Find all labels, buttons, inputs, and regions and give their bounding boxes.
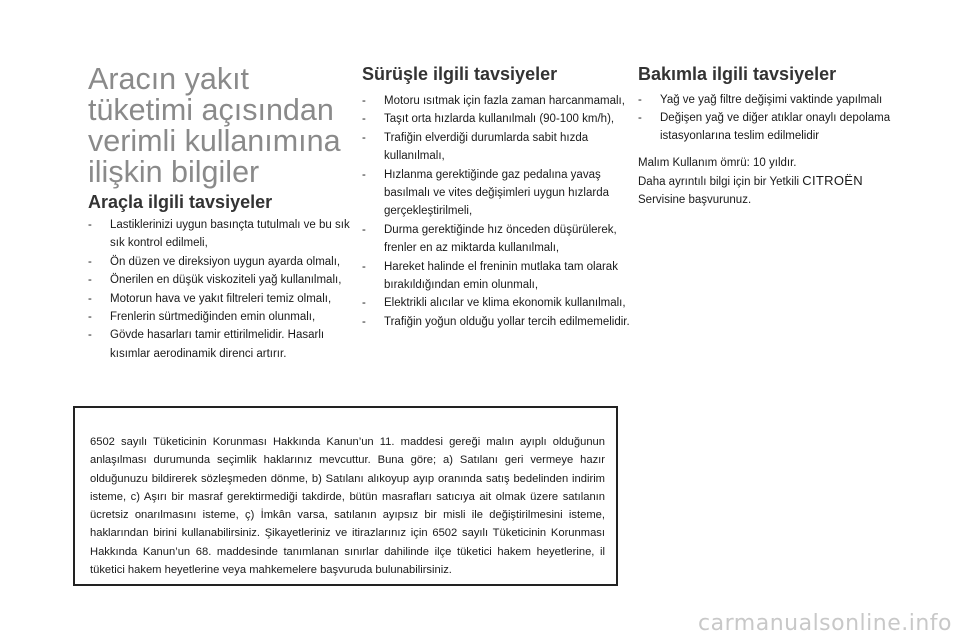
service-info-text <box>638 172 888 209</box>
list-item: - Yağ ve yağ filtre değişimi vaktinde yapılmalı <box>638 91 938 109</box>
consumer-rights-notice-text: 6502 sayılı Tüketicinin Korunması Hakkında Kanun’un 11. maddesi gereği malın ayıplı olduğunun anlaşılması durumunda seçimlik haklarınız mevcuttur. Buna göre; a) Satılanı geri vermeye hazır olduğunuzu bildirerek sözleşmeden dönme, b) Satılanı alıkoyup ayıp oranında satış bedelinden indirim isteme, c) Aşırı bir masraf gerektirmediği takdirde, bütün masrafları satıcıya ait olmak üzere satılanın ücretsiz onarılmasını isteme, ç) İmkân varsa, satılanın ayıpsız bir misli ile değiştirilmesini isteme, haklarından birini kullanabilirsiniz. Şikayetleriniz ve itirazlarınız için 6502 sayılı Tüketicinin Korunması Hakkında Kanun’un 68. maddesinde tanımlanan sınırlar dahilinde ilçe tüketici hakem heyetlerine, il tüketici hakem heyetlerine veya mahkemelere başvuruda bulunabilirsiniz. <box>90 436 605 577</box>
list-item: - Trafiğin yoğun olduğu yollar tercih edilmemelidir. <box>362 313 632 331</box>
maintenance-advice-heading: Bakımla ilgili tavsiyeler <box>638 64 837 84</box>
list-item: - Elektrikli alıcılar ve klima ekonomik kullanılmalı, <box>362 294 632 312</box>
list-item: - Lastiklerinizi uygun basınçta tutulmalı ve bu sık sık kontrol edilmeli, <box>88 216 356 253</box>
driving-advice-heading: Sürüşle ilgili tavsiyeler <box>362 64 558 84</box>
list-item: - Frenlerin sürtmediğinden emin olunmalı, <box>88 308 356 326</box>
watermark: carmanualsonline.info <box>698 611 952 636</box>
service-info-suffix: Servisine başvurunuz. <box>638 194 752 206</box>
vehicle-advice-heading: Araçla ilgili tavsiyeler <box>88 192 273 212</box>
page-title: Aracın yakıt tüketimi açısından verimli kullanımına ilişkin bilgiler <box>88 62 341 189</box>
list-item: - Gövde hasarları tamir ettirilmelidir. Hasarlı kısımlar aerodinamik direnci artırır. <box>88 326 356 363</box>
maintenance-advice-list <box>638 91 938 145</box>
list-item: - Motorun hava ve yakıt filtreleri temiz olmalı, <box>88 290 356 308</box>
driving-advice-list <box>362 92 632 331</box>
list-item: - Önerilen en düşük viskoziteli yağ kullanılmalı, <box>88 271 356 289</box>
brand-name: CITROËN <box>802 173 863 188</box>
service-info-prefix: Daha ayrıntılı bilgi için bir Yetkili <box>638 176 800 188</box>
list-item: - Hareket halinde el freninin mutlaka tam olarak bırakıldığından emin olunmalı, <box>362 258 632 295</box>
list-item: - Trafiğin elverdiği durumlarda sabit hızda kullanılmalı, <box>362 129 632 166</box>
product-lifetime-text: Malım Kullanım ömrü: 10 yıldır. <box>638 157 797 169</box>
list-item: - Durma gerektiğinde hız önceden düşürülerek, frenler en az miktarda kullanılmalı, <box>362 221 632 258</box>
list-item: - Hızlanma gerektiğinde gaz pedalına yavaş basılmalı ve vites değişimleri uygun hızlarda gerçekleştirilmeli, <box>362 166 632 221</box>
consumer-rights-notice-box <box>73 406 618 586</box>
list-item: - Motoru ısıtmak için fazla zaman harcanmamalı, <box>362 92 632 110</box>
vehicle-advice-list <box>88 216 356 363</box>
list-item: - Taşıt orta hızlarda kullanılmalı (90-100 km/h), <box>362 110 632 128</box>
list-item: - Ön düzen ve direksiyon uygun ayarda olmalı, <box>88 253 356 271</box>
list-item: - Değişen yağ ve diğer atıklar onaylı depolama istasyonlarına teslim edilmelidir <box>638 109 938 145</box>
